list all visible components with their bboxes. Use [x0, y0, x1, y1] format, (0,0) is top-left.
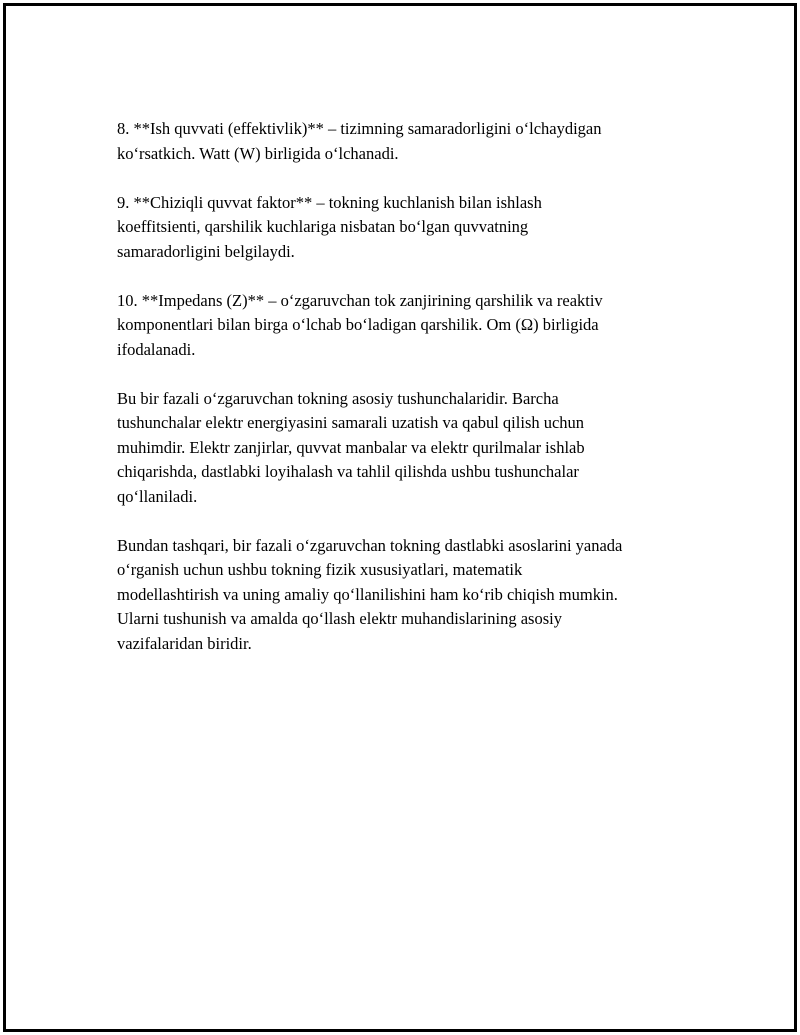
- text-line: o‘rganish uchun ushbu tokning fizik xususiyatlari, matematik: [117, 560, 523, 579]
- paragraph-conclusion: [117, 534, 697, 657]
- paragraph-item-9: [117, 191, 697, 265]
- text-line: modellashtirish va uning amaliy qo‘llanilishini ham ko‘rib chiqish mumkin.: [117, 584, 618, 604]
- text-line: vazifalaridan biridir.: [117, 633, 252, 653]
- text-line: tushunchalar elektr energiyasini samarali uzatish va qabul qilish uchun: [117, 413, 585, 432]
- text-line: Ularni tushunish va amalda qo‘llash elektr muhandislarining asosiy: [117, 609, 562, 628]
- text-line: ifodalanadi.: [117, 339, 196, 359]
- paragraph-item-8: [117, 117, 697, 166]
- text-line: muhimdir. Elektr zanjirlar, quvvat manbalar va elektr qurilmalar ishlab: [117, 437, 585, 457]
- text-line: qo‘llaniladi.: [117, 486, 198, 506]
- text-line: ko‘rsatkich. Watt (W) birligida o‘lchanadi.: [117, 143, 399, 163]
- document-body: [117, 117, 697, 681]
- text-line: 10. **Impedans (Z)** – o‘zgaruvchan tok zanjirining qarshilik va reaktiv: [117, 290, 603, 310]
- text-line: koeffitsienti, qarshilik kuchlariga nisbatan bo‘lgan quvvatning: [117, 217, 529, 236]
- text-line: chiqarishda, dastlabki loyihalash va tahlil qilishda ushbu tushunchalar: [117, 462, 579, 481]
- text-line: 8. **Ish quvvati (effektivlik)** – tizimning samaradorligini o‘lchaydigan: [117, 119, 602, 138]
- text-line: samaradorligini belgilaydi.: [117, 241, 295, 261]
- paragraph-item-10: [117, 289, 697, 363]
- paragraph-summary: [117, 387, 697, 510]
- text-line: komponentlari bilan birga o‘lchab bo‘ladigan qarshilik. Om (Ω) birligida: [117, 315, 599, 334]
- text-line: 9. **Chiziqli quvvat faktor** – tokning kuchlanish bilan ishlash: [117, 192, 542, 212]
- text-line: Bu bir fazali o‘zgaruvchan tokning asosiy tushunchalaridir. Barcha: [117, 388, 559, 408]
- text-line: Bundan tashqari, bir fazali o‘zgaruvchan tokning dastlabki asoslarini yanada: [117, 535, 623, 555]
